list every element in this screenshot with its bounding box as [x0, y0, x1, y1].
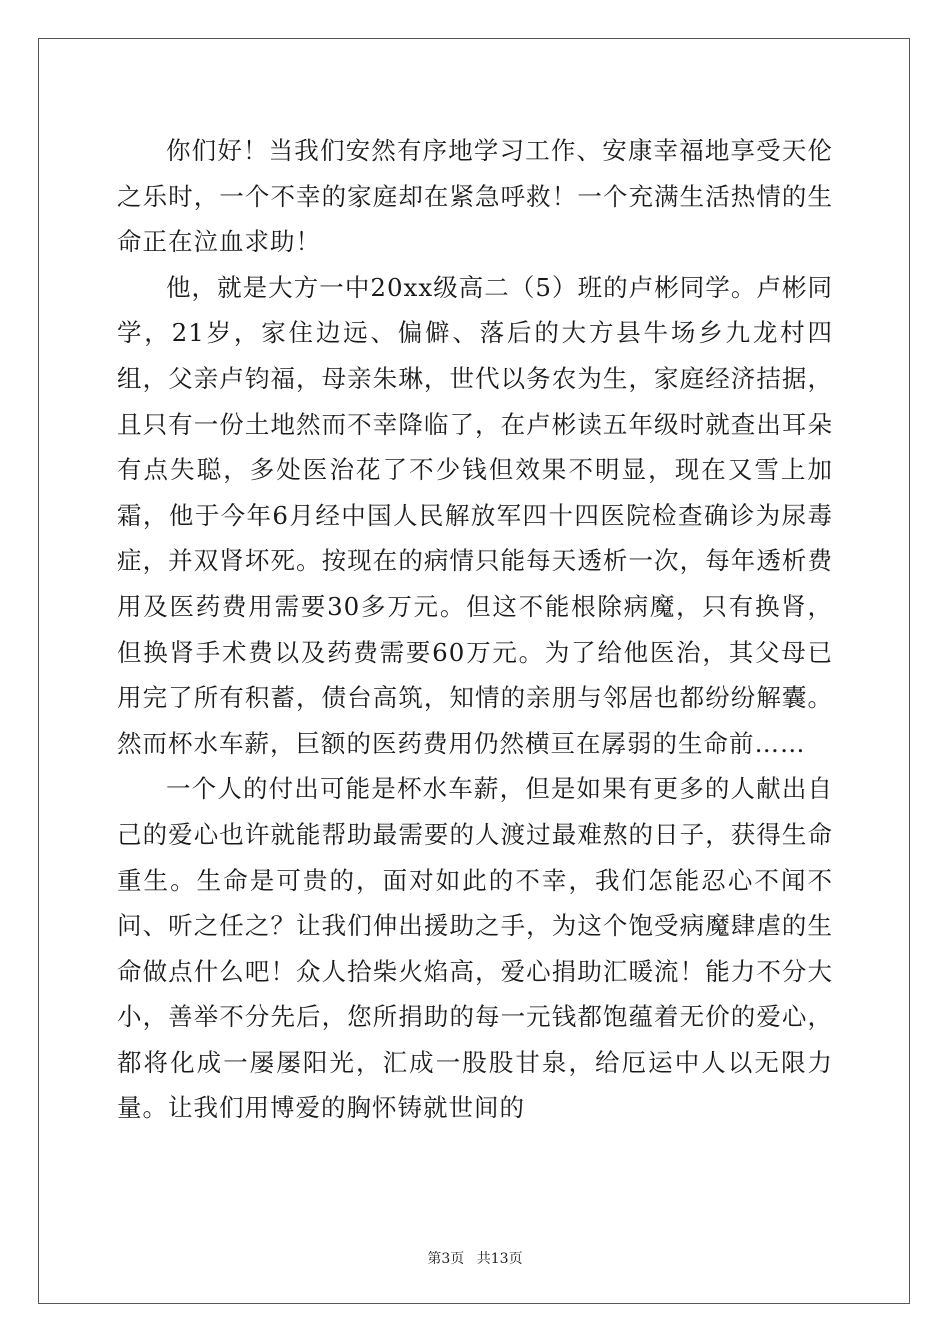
document-body — [117, 128, 833, 1131]
page-footer — [0, 1248, 950, 1268]
page-number: 第3页 — [427, 1251, 465, 1267]
paragraph-2: 他，就是大方一中20xx级高二（5）班的卢彬同学。卢彬同学，21岁，家住边远、偏僻、落后的大方县牛场乡九龙村四组，父亲卢钧福，母亲朱琳，世代以务农为生，家庭经济拮据，且只有一份土地然而不幸降临了，在卢彬读五年级时就查出耳朵有点失聪，多处医治花了不少钱但效果不明显，现在又雪上加霜，他于今年6月经中国人民解放军四十四医院检查确诊为尿毒症，并双肾坏死。按现在的病情只能每天透析一次，每年透析费用及医药费用需要30多万元。但这不能根除病魔，只有换肾，但换肾手术费以及药费需要60万元。为了给他医治，其父母已用完了所有积蓄，债台高筑，知情的亲朋与邻居也都纷纷解囊。然而杯水车薪，巨额的医药费用仍然横亘在孱弱的生命前…… — [117, 272, 833, 758]
total-pages: 共13页 — [476, 1251, 523, 1267]
paragraph-1: 你们好！当我们安然有序地学习工作、安康幸福地享受天伦之乐时，一个不幸的家庭却在紧急呼救！一个充满生活热情的生命正在泣血求助！ — [117, 136, 833, 257]
paragraph-3: 一个人的付出可能是杯水车薪，但是如果有更多的人献出自己的爱心也许就能帮助最需要的人渡过最难熬的日子，获得生命重生。生命是可贵的，面对如此的不幸，我们怎能忍心不闻不问、听之任之？让我们伸出援助之手，为这个饱受病魔肆虐的生命做点什么吧！众人拾柴火焰高，爱心捐助汇暖流！能力不分大小，善举不分先后，您所捐助的每一元钱都饱蕴着无价的爱心，都将化成一屡屡阳光，汇成一股股甘泉，给厄运中人以无限力量。让我们用博爱的胸怀铸就世间的 — [117, 774, 833, 1123]
